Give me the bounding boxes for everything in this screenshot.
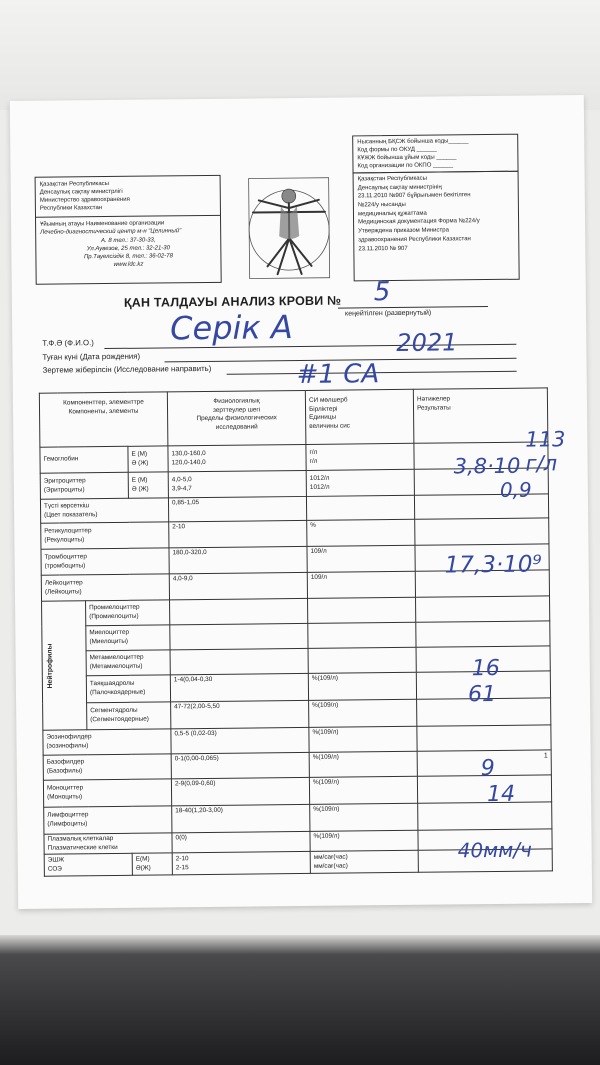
table-row-leukocytes: Лейкоциттер (Лейкоциты) 4,0-9,0 109/л [41, 570, 549, 601]
table-row-hemoglobin: Гемоглобин Е (М) Ә (Ж) 130,0-160,0 120,0-140,0 г/л г/л [40, 442, 548, 473]
table-row-reticulocytes: Ретикулоциттер (Рекулоциты) 2-10 % [41, 518, 549, 549]
table-row-band: Таяқшаядролы (Палочкоядерные) 1-4(0,04-0,30 %(109/л) [42, 671, 550, 703]
page-title: ҚАН ТАЛДАУЫ АНАЛИЗ КРОВИ № [123, 293, 342, 310]
blood-analysis-form [10, 95, 592, 909]
vitruvian-man-icon [247, 176, 332, 281]
background-wall [0, 0, 600, 110]
result-monocytes: 9 [480, 755, 495, 782]
table-row-segmented: Сегментядролы (Сегментоядерные) 47-72(2,00-5,50 %(109/л) [43, 698, 551, 730]
fio-value: Серік А [169, 308, 293, 348]
referred-value: #1 СА [296, 359, 380, 391]
ministry-organization-block: Қазақстан Республикасы Денсаулық сақтау министрлігі Министерство здравоохранения Республики Казахстан Ұйымның атауы Наименование организации Лечебно-диагностический центр м-н "Целинный" А. 8 тел.: 37-30-33, Ул.Аувезов, 25 тел.: 32-21-30 Пр.Тауелсіздік 8, тел.: 36-02-78 www.ldc.kz [35, 175, 222, 285]
dob-value: 2021 [396, 328, 458, 357]
ministry-approval: Қазақстан Республикасы Денсаулық сақтау министрінің 23.11.2010 №907 бұйрығымен бекітілген №224/у нысанды медициналық құжаттама Медицинская документация Форма №224/у Утверждена приказом Министра здравоохранения Республики Казахстан 23.11.2010 № 907 [353, 171, 520, 282]
result-hemoglobin: 113 г/л [525, 427, 566, 476]
table-row-promyelocytes: Нейтрофилы Промиелоциттер (Промиелоциты) [42, 596, 550, 626]
vitruvian-man-emblem [225, 173, 350, 282]
header-units: СИ мөлшерб Бірліктері Единицы величины сис [305, 389, 414, 444]
result-erythrocytes: 3,8·10 [453, 453, 521, 479]
analysis-number: 5 [373, 277, 391, 308]
table-row-myelocytes: Миелоциттер (Миелоциты) [42, 621, 550, 651]
header-limits: Физиологиялық зерттеулер шегі Пределы физиологических исследований [167, 390, 306, 445]
stray-mark: 1 [417, 750, 551, 776]
result-band: 16 [471, 655, 500, 682]
number-line [338, 306, 488, 309]
table-header [39, 388, 548, 447]
result-lymphocytes: 14 [486, 781, 516, 808]
result-leukocytes: 17,3·10⁹ [444, 551, 542, 579]
table-row-lymphocytes: Лимфоциттер (Лимфоциты) 18-40(1,20-3,00) %(109/л) [44, 802, 552, 834]
table-row-plasma-cells: Плазмалық клеткалар Плазматические клетки 0(0) %(109/л) [44, 829, 552, 855]
table-row-color-index: Түсті көрсеткіш (Цвет показатель) 0,85-1,05 [40, 494, 548, 523]
referred-label: Зертеме жіберілсін (Исследование направить) [42, 363, 212, 375]
fio-label: Т.Ф.Ә (Ф.И.О.) [42, 338, 94, 348]
form-code-block [352, 134, 522, 282]
dob-label: Туған күні (Дата рождения) [42, 351, 141, 362]
result-segmented: 61 [467, 681, 497, 708]
table-row-metamyelocytes: Метамиелоциттер (Метамиелоциты) [42, 646, 550, 676]
table-row-monocytes: Моноциттер (Моноциты) 2-9(0,09-0,60) %(109/л) [43, 775, 551, 807]
table-row-esr: ЭШЖ СОЭ Е(М) Ә(Ж) 2-10 2-15 мм/сағ(час) мм/сағ(час) [44, 849, 552, 876]
form-codes: Нысанның БҚСЖ бойынша коды______ Код формы по ОКУД ______ КҰЖЖ бойынша ұйым коды ______ Код организации по ОКПО ______ [352, 134, 518, 174]
table-row-basophils: Базофилдер (Базофилы) 0-1(0,00-0,065) %(109/л) 1 [43, 750, 551, 780]
background-floor [0, 935, 600, 1065]
result-color-index: 0,9 [499, 477, 532, 502]
header-results: Нәтижелер Результаты [413, 388, 548, 443]
expanded-label: кеңейтілген (развернутый) [344, 309, 432, 318]
neutrophils-group-label: Нейтрофилы [42, 601, 87, 730]
table-row-eosinophils: Эозинофилдер (эозинофилы) 0,5-5 (0,02-03) %(109/л) [43, 725, 551, 755]
divider [36, 215, 220, 218]
table-row-erythrocytes: Эритроциттер (Эритроциты) Е (М) Ә (Ж) 4,0-5,0 3,9-4,7 1012/л 1012/л [40, 468, 548, 499]
header-components: Компоненттер, элементтре Компоненты, элементы [39, 392, 168, 447]
table-row-platelets: Тромбоциттер (тромбоциты) 180,0-320,0 109/л [41, 544, 549, 575]
result-esr: 40мм/ч [457, 837, 532, 863]
